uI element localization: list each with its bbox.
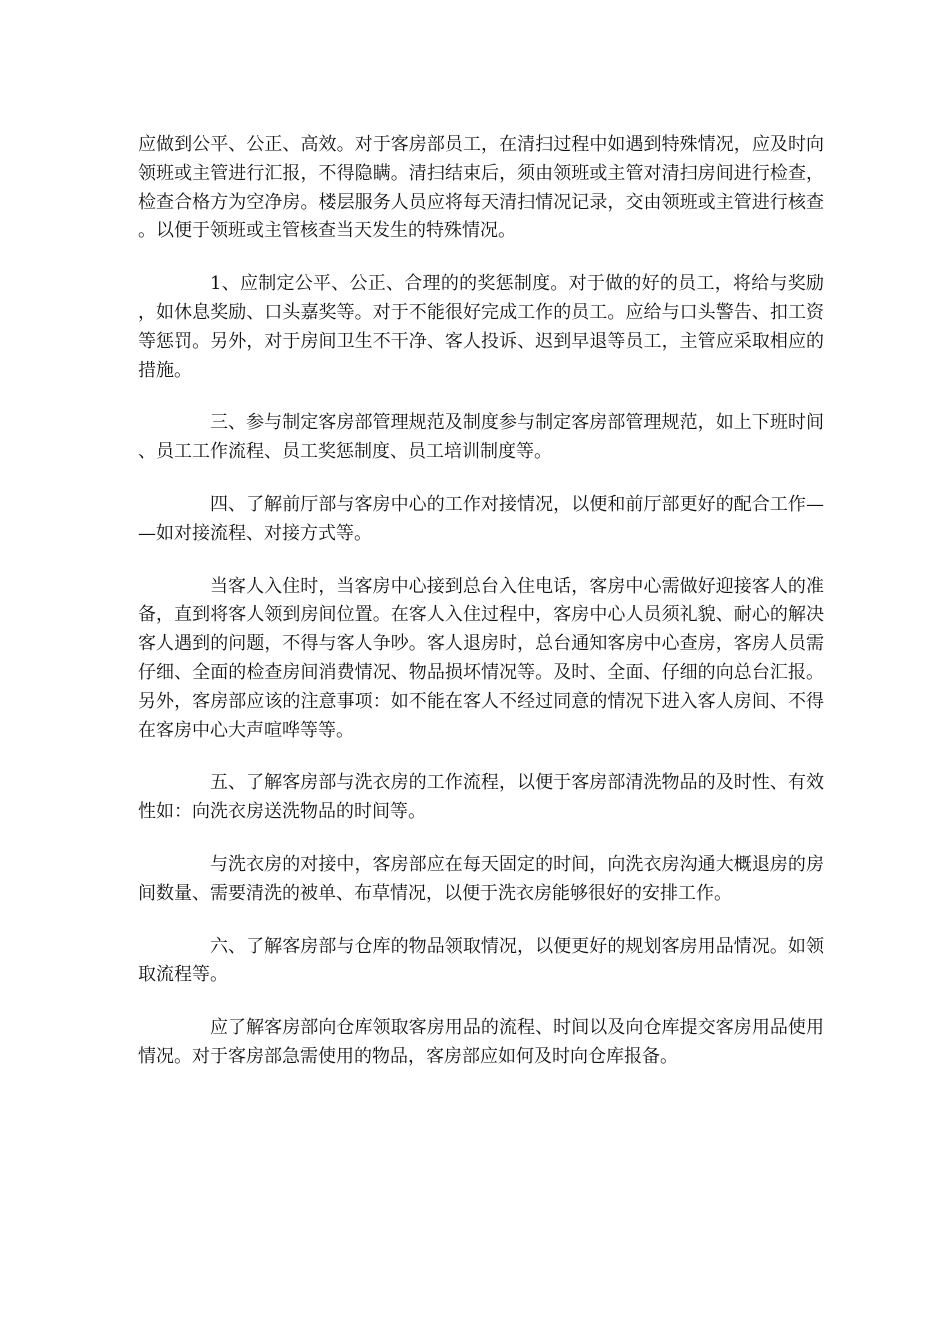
paragraph-6: 五、了解客房部与洗衣房的工作流程，以便于客房部清洗物品的及时性、有效性如：向洗衣房送洗物品的时间等。 — [138, 772, 824, 823]
paragraph-4: 四、了解前厅部与客房中心的工作对接情况，以便和前厅部更好的配合工作——如对接流程、对接方式等。 — [138, 493, 824, 544]
paragraph-3: 三、参与制定客房部管理规范及制度参与制定客房部管理规范，如上下班时间、员工工作流程、员工奖惩制度、员工培训制度等。 — [138, 412, 824, 463]
paragraph-7: 与洗衣房的对接中，客房部应在每天固定的时间，向洗衣房沟通大概退房的房间数量、需要清洗的被单、布草情况，以便于洗衣房能够很好的安排工作。 — [138, 853, 824, 904]
document-body — [138, 131, 824, 1072]
paragraph-2: 1、应制定公平、公正、合理的的奖惩制度。对于做的好的员工，将给与奖励，如休息奖励、口头嘉奖等。对于不能很好完成工作的员工。应给与口头警告、扣工资等惩罚。另外，对于房间卫生不干净、客人投诉、迟到早退等员工，主管应采取相应的措施。 — [138, 273, 824, 381]
paragraph-5: 当客人入住时，当客房中心接到总台入住电话，客房中心需做好迎接客人的准备，直到将客人领到房间位置。在客人入住过程中，客房中心人员须礼貌、耐心的解决客人遇到的问题，不得与客人争吵。客人退房时，总台通知客房中心查房，客房人员需仔细、全面的检查房间消费情况、物品损坏情况等。及时、全面、仔细的向总台汇报。另外，客房部应该的注意事项：如不能在客人不经过同意的情况下进入客人房间、不得在客房中心大声喧哗等等。 — [138, 575, 824, 741]
paragraph-1: 应做到公平、公正、高效。对于客房部员工，在清扫过程中如遇到特殊情况，应及时向领班或主管进行汇报，不得隐瞒。清扫结束后，须由领班或主管对清扫房间进行检查，检查合格方为空净房。楼层服务人员应将每天清扫情况记录，交由领班或主管进行核查。以便于领班或主管核查当天发生的特殊情况。 — [138, 134, 824, 242]
paragraph-8: 六、了解客房部与仓库的物品领取情况，以便更好的规划客房用品情况。如领取流程等。 — [138, 935, 824, 986]
paragraph-9: 应了解客房部向仓库领取客房用品的流程、时间以及向仓库提交客房用品使用情况。对于客房部急需使用的物品，客房部应如何及时向仓库报备。 — [138, 1017, 824, 1067]
